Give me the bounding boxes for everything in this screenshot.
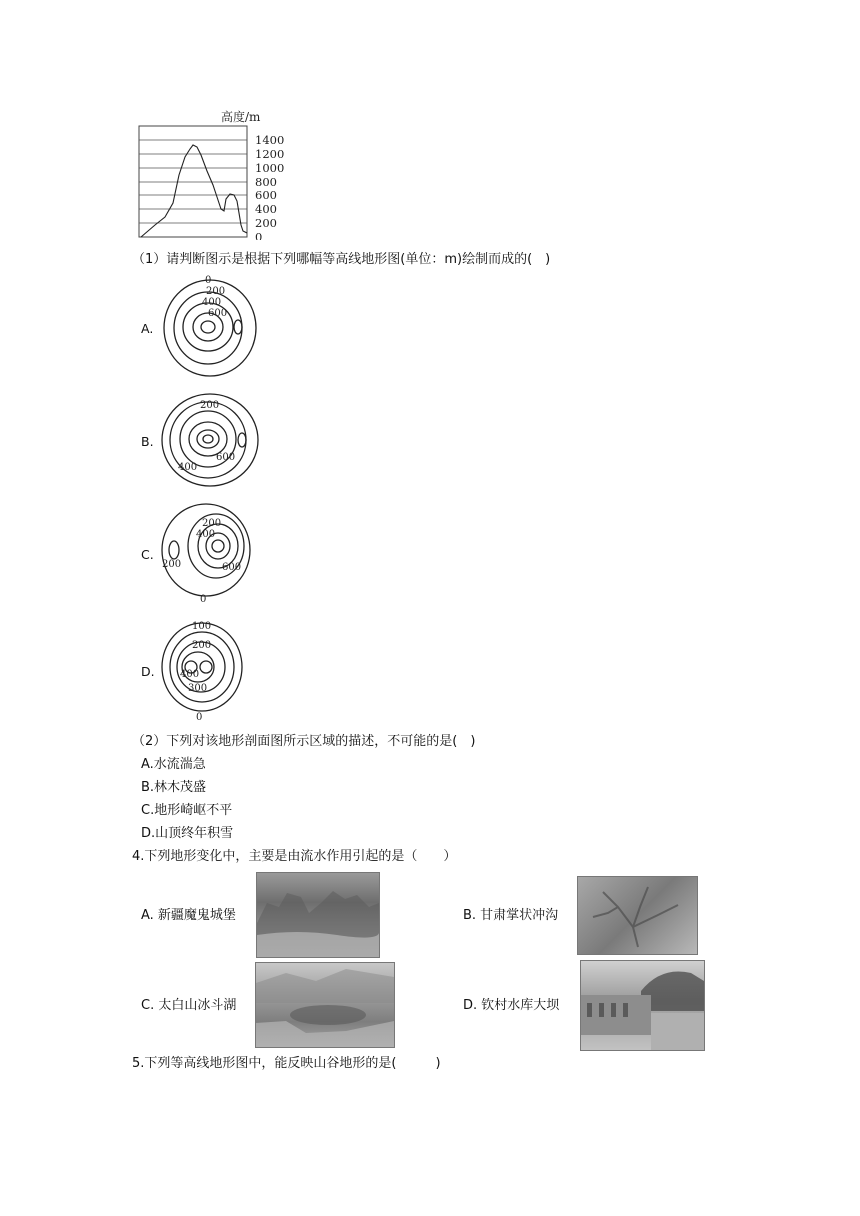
contour-label: 400 [178, 462, 198, 473]
contour-label: 0 [200, 594, 207, 605]
contour-label: 300 [188, 683, 208, 694]
tick-1400: 1400 [255, 133, 285, 147]
contour-label: 600 [222, 562, 242, 573]
q1-option-a-contour-map[interactable] [158, 273, 263, 381]
reservoir-dam-photo [580, 960, 705, 1051]
yardang-landform-photo [256, 872, 380, 958]
contour-label: 400 [180, 669, 200, 680]
q2-option-c[interactable]: C.地形崎岖不平 [141, 803, 233, 818]
question-5-text: 5.下列等高线地形图中，能反映山谷地形的是( ) [132, 1056, 441, 1071]
contour-label: 0 [205, 275, 212, 286]
contour-label: 200 [192, 640, 212, 651]
contour-label: 200 [202, 518, 222, 529]
tick-0: 0 [255, 230, 263, 240]
q1-option-c-label[interactable]: C. [141, 547, 154, 562]
contour-label: 200 [206, 286, 226, 297]
tick-400: 400 [255, 202, 277, 216]
tick-200: 200 [255, 216, 277, 230]
q1-option-b-contour-map[interactable] [158, 388, 263, 493]
q4-option-c-label[interactable]: C. 太白山冰斗湖 [141, 998, 237, 1013]
tick-1200: 1200 [255, 147, 285, 161]
tick-800: 800 [255, 175, 277, 189]
q1-option-b-label[interactable]: B. [141, 434, 154, 449]
contour-label: 200 [200, 400, 220, 411]
elevation-profile-chart [135, 105, 295, 240]
contour-label: 400 [202, 297, 222, 308]
contour-label: 600 [208, 308, 228, 319]
q1-option-d-label[interactable]: D. [141, 664, 155, 679]
contour-label: 400 [196, 529, 216, 540]
contour-label: 200 [162, 559, 182, 570]
profile-gridlines [139, 140, 247, 223]
contour-label: 600 [216, 452, 236, 463]
q4-option-a-label[interactable]: A. 新疆魔鬼城堡 [141, 908, 236, 923]
q1-option-a-label[interactable]: A. [141, 321, 154, 336]
question-2-text: （2）下列对该地形剖面图所示区域的描述，不可能的是( ) [132, 734, 476, 749]
contour-label: 0 [196, 712, 203, 722]
q1-option-c-contour-map[interactable] [158, 500, 258, 605]
q4-option-d-label[interactable]: D. 钦村水库大坝 [463, 998, 560, 1013]
q1-option-d-contour-map[interactable] [158, 617, 253, 722]
question-4-text: 4.下列地形变化中，主要是由流水作用引起的是（ ） [132, 849, 457, 864]
tick-1000: 1000 [255, 161, 285, 175]
contour-label: 100 [192, 621, 212, 632]
question-1-text: （1）请判断图示是根据下列哪幅等高线地形图(单位：m)绘制而成的( ) [132, 252, 551, 267]
profile-axis-title: 高度/m [221, 110, 261, 124]
q2-option-b[interactable]: B.林木茂盛 [141, 780, 207, 795]
q4-option-b-label[interactable]: B. 甘肃掌状冲沟 [463, 908, 559, 923]
gully-landform-photo [577, 876, 698, 955]
q2-option-a[interactable]: A.水流湍急 [141, 757, 206, 772]
cirque-lake-photo [255, 962, 395, 1048]
tick-600: 600 [255, 188, 277, 202]
q2-option-d[interactable]: D.山顶终年积雪 [141, 826, 234, 841]
